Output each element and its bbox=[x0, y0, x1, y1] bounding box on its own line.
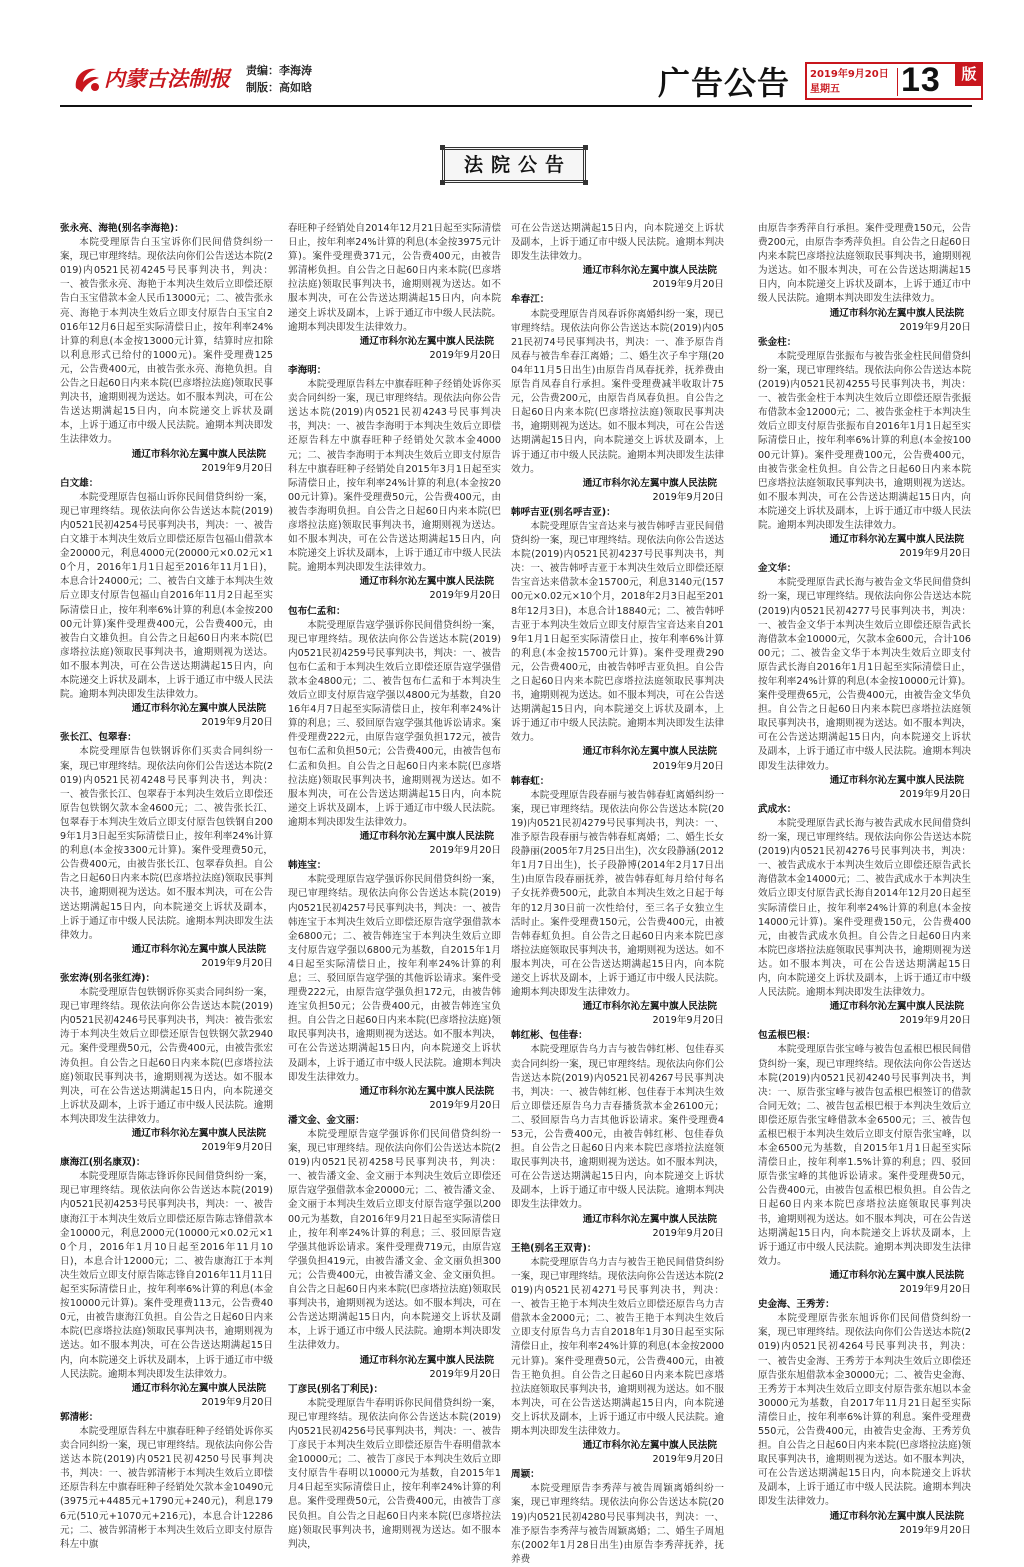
court-notice bbox=[758, 336, 971, 562]
notice-addressee: 王艳(别名王双青)： bbox=[511, 1242, 597, 1254]
notice-body: 本院受理原告陈志锋诉你民间借贷纠纷一案，现已审理终结。现依法向你公告送达本院(2019)内0521民初4253号民事判决书，判决：一、被告康海江于本判决生效后立即偿还原告陈志锋借款本金10000元，利息2000元(10000元×0.02元×10个月，2016年1月10日起至2016年11月10日)，本息合计12000元；二、被告康海江于本判决生效后立即支付原告陈志锋自2016年11月11日起至实际清偿日止，按年利率6%计算的利息(本金按10000元计算)。案件受理费113元，公告费400元，由被告康海江负担。自公告之日起60日内来本院(巴彦塔拉法庭)领取民事判决书，逾期则视为送达。如不服本判决，可在公告送达期满起15日内，向本院递交上诉状及副本，上诉于通辽市中级人民法院。逾期本判决即发生法律效力。 bbox=[60, 1171, 273, 1380]
page-number: 13 bbox=[901, 61, 941, 99]
banner-title: 法院公告 bbox=[463, 154, 572, 176]
notice-date: 2019年9月20日 bbox=[429, 1099, 501, 1111]
court-notice bbox=[60, 972, 273, 1155]
notice-court-signature: 通辽市科尔沁左翼中旗人民法院 bbox=[359, 335, 494, 347]
notice-body: 本院受理原告宝音达来与被告韩呼吉亚民间借贷纠纷一案，现已审理终结。现依法向你公告送达本院(2019)内0521民初4237号民事判决书，判决：一、被告韩呼吉亚于本判决生效后立即偿还原告宝音达来借款本金15700元，利息3140元(15700元×0.02元×10个月，2018年2月3日起至2018年12月3日)，本息合计18840元；二、被告韩呼吉亚于本判决生效后立即支付原告宝音达来自2019年1月1日起至实际清偿日止，按年利率6%计算的利息(本金按15700元计算)。案件受理费290元，公告费400元，由被告韩呼吉亚负担。自公告之日起60日内来本院巴彦塔拉法庭领取民事判决书，逾期则视为送达。如不服本判决，可在公告送达期满起15日内，向本院递交上诉状及副本，上诉于通辽市中级人民法院。逾期本判决即发生法律效力。 bbox=[511, 520, 724, 744]
newspaper-logo bbox=[70, 58, 238, 100]
issue-dates bbox=[810, 67, 896, 97]
logo-wordmark: 内蒙古法制报 bbox=[104, 66, 230, 91]
notice-date: 2019年9月20日 bbox=[899, 788, 971, 800]
issue-date-box bbox=[805, 62, 983, 100]
court-notice bbox=[60, 1156, 273, 1410]
notice-body: 本院受理原告科左中旗春旺种子经销处诉你买卖合同纠纷一案，现已审理终结。现依法向你公告送达本院(2019)内0521民初4250号民事判决书，判决：一、被告郭清彬于本判决生效后立即偿还原告科左中旗春旺种子经销处欠款本金10490元(3975元+4485元+1790元+240元)，利息1796元(510元+1070元+216元)，本息合计12286元；二、被告郭清彬于本判决生效后立即支付原告科左中旗 bbox=[60, 1425, 273, 1550]
court-notice-continued bbox=[288, 222, 501, 363]
notice-addressee: 包孟根巴根： bbox=[758, 1030, 816, 1042]
notice-date: 2019年9月20日 bbox=[201, 1142, 273, 1154]
notice-court-signature: 通辽市科尔沁左翼中旗人民法院 bbox=[359, 576, 494, 588]
notice-court-signature: 通辽市科尔沁左翼中旗人民法院 bbox=[131, 703, 266, 715]
notice-addressee: 康海江(别名康双)： bbox=[60, 1157, 146, 1169]
court-notice bbox=[288, 605, 501, 859]
text-column-1 bbox=[60, 222, 273, 1550]
notice-date: 2019年9月20日 bbox=[429, 349, 501, 361]
notice-addressee: 韩连宝： bbox=[288, 860, 327, 872]
notice-addressee: 周颖： bbox=[511, 1469, 540, 1481]
notice-date: 2019年9月20日 bbox=[429, 1368, 501, 1380]
court-notice bbox=[60, 731, 273, 971]
notice-addressee: 牟春江： bbox=[511, 294, 550, 306]
editor-label: 责编：李海涛 bbox=[246, 64, 312, 77]
notice-date: 2019年9月20日 bbox=[201, 462, 273, 474]
notice-body: 本院受理原告包福山诉你民间借贷纠纷一案，现已审理终结。现依法向你公告送达本院(2019)内0521民初4254号民事判决书，判决：一、被告白文雄于本判决生效后立即偿还原告包福山借款本金20000元，利息4000元(20000元×0.02元×10个月，2016年1月1日起至2016年11月1日)，本息合计24000元；二、被告白文雄于本判决生效后立即支付原告包福山自2016年11月2日起至实际清偿日止，按年利率6%计算的利息(本金按20000元计算)案件受理费400元，公告费400元，由被告白文雄负担。自公告之日起60日内来本院(巴彦塔拉法庭)领取民事判决书，逾期则视为送达。如不服本判决，可在公告送达期满起15日内，向本院递交上诉状及副本，上诉于通辽市中级人民法院。逾期本判决即发生法律效力。 bbox=[60, 491, 273, 701]
notice-court-signature: 通辽市科尔沁左翼中旗人民法院 bbox=[829, 1001, 964, 1013]
notice-date: 2019年9月20日 bbox=[652, 491, 724, 503]
notice-body: 本院受理原告包铁钢诉你们买卖合同纠纷一案，现已审理终结。现依法向你们公告送达本院(2019)内0521民初4248号民事判决书，判决：一、被告张长江、包翠春于本判决生效后立即偿还原告包铁钢欠款本金4600元；二、被告张长江、包翠春于本判决生效后立即支付原告包铁钢自2009年1月3日起至实际清偿日止，按年利率24%计算的利息(本金按3300元计算)。案件受理费50元，公告费400元，由被告张长江、包翠春负担。自公告之日起60日内来本院(巴彦塔拉法庭)领取民事判决书，逾期则视为送达。如不服本判决，可在公告送达期满起15日内，向本院递交上诉状及副本，上诉于通辽市中级人民法院。逾期本判决即发生法律效力。 bbox=[60, 746, 273, 941]
notice-date: 2019年9月20日 bbox=[201, 957, 273, 969]
notice-addressee: 张长江、包翠春： bbox=[60, 732, 137, 744]
issue-weekday: 星期五 bbox=[810, 84, 840, 95]
notice-date: 2019年9月20日 bbox=[899, 1015, 971, 1027]
notice-addressee: 包布仁孟和： bbox=[288, 605, 346, 617]
notice-body: 本院受理原告寇学强诉你们民间借贷纠纷一案，现已审理终结。现依法向你们公告送达本院(2019)内0521民初4258号民事判决书，判决：一、被告潘文金、金文丽于本判决生效后立即偿还原告寇学强借款本金20000元；二、被告潘文金、金文丽于本判决生效后立即支付原告寇学强以20000元为基数，自2016年9月21日起至实际清偿日止，按年利率24%计算的利息；三、驳回原告寇学强其他诉讼请求。案件受理费719元，由原告寇学强负担419元，由被告潘文金、金文丽负担300元；公告费400元，由被告潘文金、金文丽负担。自公告之日起60日内来本院(巴彦塔拉法庭)领取民事判决书，逾期则视为送达。如不服本判决，可在公告送达期满起15日内，向本院递交上诉状及副本，上诉于通辽市中级人民法院。逾期本判决即发生法律效力。 bbox=[288, 1129, 501, 1352]
notice-date: 2019年9月20日 bbox=[652, 760, 724, 772]
notice-court-signature: 通辽市科尔沁左翼中旗人民法院 bbox=[582, 746, 717, 758]
court-notice bbox=[60, 1411, 273, 1552]
notice-addressee: 李海明： bbox=[288, 364, 327, 376]
notice-court-signature: 通辽市科尔沁左翼中旗人民法院 bbox=[359, 831, 494, 843]
court-notice bbox=[288, 1383, 501, 1552]
court-notice-continued bbox=[511, 222, 724, 292]
notice-body: 本院受理原告肖凤春诉你离婚纠纷一案，现已审理终结。现依法向你公告送达本院(2019)内0521民初74号民事判决书，判决：一、准予原告肖凤春与被告牟春江离婚；二、婚生次子牟宇翔(2004年11月5日出生)由原告肖凤春抚养，抚养费由原告肖凤春自行承担。案件受理费减半收取计75元，公告费200元，由原告肖凤春负担。自公告之日起60日内来本院(巴彦塔拉法庭)领取民事判决书，逾期则视为送达。如不服本判决，可在公告送达期满起15日内，向本院递交上诉状及副本，上诉于通辽市中级人民法院。逾期本判决即发生法律效力。 bbox=[511, 308, 724, 475]
court-notice bbox=[60, 477, 273, 731]
notice-body: 本院受理原告武长海与被告金文华民间借贷纠纷一案，现已审理终结。现依法向你公告送达本院(2019)内0521民初4277号民事判决书，判决：一、被告金文华于本判决生效后立即偿还原告武长海借款本金10000元，欠款本金600元，合计10600元；二、被告金文华于本判决生效后立即支付原告武长海自2016年1月1日起至实际清偿日止，按年利率24%计算的利息(本金按10000元计算)。案件受理费65元，公告费400元，由被告金文华负担。自公告之日起60日内来本院巴彦塔拉法庭领取民事判决书，逾期则视为送达。如不服本判决，可在公告送达期满起15日内，向本院递交上诉状及副本，上诉于通辽市中级人民法院。逾期本判决即发生法律效力。 bbox=[758, 577, 971, 772]
notice-body: 可在公告送达期满起15日内，向本院递交上诉状及副本，上诉于通辽市中级人民法院。逾期本判决即发生法律效力。 bbox=[511, 223, 724, 263]
court-notice bbox=[288, 859, 501, 1113]
court-notice bbox=[288, 1114, 501, 1382]
notice-addressee: 郭清彬： bbox=[60, 1411, 99, 1423]
notice-addressee: 韩呼吉亚(别名呼吉亚)： bbox=[511, 506, 616, 518]
section-banner bbox=[442, 147, 586, 183]
notice-addressee: 韩春虹： bbox=[511, 775, 550, 787]
notice-date: 2019年9月20日 bbox=[201, 717, 273, 729]
notice-body: 本院受理原告张东旭诉你们民间借贷纠纷一案，现已审理终结。现依法向你们公告送达本院(2019)内0521民初4264号民事判决书，判决：一、被告史金海、王秀芳于本判决生效后立即偿还原告张东旭借款本金30000元；二、被告史金海、王秀芳于本判决生效后立即支付原告张东旭以本金30000元为基数，自2017年11月21日起至实际清偿日止，按年利率6%计算的利息。案件受理费550元，公告费400元，由被告史金海、王秀芳负担。自公告之日起60日内来本院(巴彦塔拉法庭)领取民事判决书，逾期则视为送达。如不服本判决，可在公告送达期满起15日内，向本院递交上诉状及副本，上诉于通辽市中级人民法院。逾期本判决即发生法律效力。 bbox=[758, 1313, 971, 1508]
notice-date: 2019年9月20日 bbox=[899, 321, 971, 333]
notice-body: 本院受理原告武长海与被告武成水民间借贷纠纷一案，现已审理终结。现依法向你公告送达本院(2019)内0521民初4276号民事判决书，判决：一、被告武成水于本判决生效后立即偿还原告武长海借款本金14000元；二、被告武成水于本判决生效后立即支付原告武长海自2014年12月20日起至实际清偿日止，按年利率24%计算的利息(本金按14000元计算)。案件受理费150元，公告费400元，由被告武成水负担。自公告之日起60日内来本院巴彦塔拉法庭领取民事判决书，逾期则视为送达。如不服本判决，可在公告送达期满起15日内，向本院递交上诉状及副本，上诉于通辽市中级人民法院。逾期本判决即发生法律效力。 bbox=[758, 817, 971, 999]
notice-date: 2019年9月20日 bbox=[899, 1284, 971, 1296]
court-notice bbox=[511, 1029, 724, 1240]
notice-addressee: 潘文金、金文丽： bbox=[288, 1114, 365, 1126]
notice-court-signature: 通辽市科尔沁左翼中旗人民法院 bbox=[829, 1269, 964, 1281]
notice-date: 2019年9月20日 bbox=[652, 279, 724, 291]
notice-addressee: 武成水： bbox=[758, 803, 797, 815]
court-notice bbox=[758, 1298, 971, 1538]
court-notice-continued bbox=[758, 222, 971, 335]
editor-credits bbox=[246, 62, 312, 96]
notice-addressee: 张永亮、海艳(别名李海艳)： bbox=[60, 223, 184, 234]
notice-body: 本院受理原告寇学强诉你民间借贷纠纷一案，现已审理终结。现依法向你公告送达本院(2019)内0521民初4259号民事判决书，判决：一、被告包布仁孟和于本判决生效后立即偿还原告寇学强借款本金4800元；二、被告包布仁孟和于本判决生效后立即支付原告寇学强以4800元为基数，自2016年4月7日起至实际清偿日止，按年利率24%计算的利息；三、驳回原告寇学强其他诉讼请求。案件受理费222元，由原告寇学强负担172元，被告包布仁孟和负担50元；公告费400元，由被告包布仁孟和负担。自公告之日起60日内来本院(巴彦塔拉法庭)领取民事判决书，逾期则视为送达。如不服本判决，可在公告送达期满起15日内，向本院递交上诉状及副本，上诉于通辽市中级人民法院。逾期本判决即发生法律效力。 bbox=[288, 619, 501, 828]
notice-addressee: 白文雄： bbox=[60, 477, 99, 489]
logo-emblem-icon bbox=[70, 62, 104, 96]
court-notice bbox=[511, 506, 724, 774]
page-unit-badge: 版 bbox=[955, 62, 983, 86]
court-notice bbox=[758, 803, 971, 1029]
notice-court-signature: 通辽市科尔沁左翼中旗人民法院 bbox=[131, 448, 266, 460]
notice-body: 本院受理原告白玉宝诉你们民间借贷纠纷一案，现已审理终结。现依法向你们公告送达本院(2019)内0521民初4245号民事判决书，判决：一、被告张永亮、海艳于本判决生效后立即偿还原告白玉宝借款本金人民币13000元；二、被告张永亮、海艳于本判决生效后立即支付原告白玉宝自2016年12月6日起至实际清偿日止，按年利率24%计算的利息(本金按13000元计算，结算时应扣除以利息形式已给付的1000元)。案件受理费125元，公告费400元，由被告张永亮、海艳负担。自公告之日起60日内来本院(巴彦塔拉法庭)领取民事判决书，逾期则视为送达。如不服本判决，可在公告送达期满起15日内，向本院递交上诉状及副本，上诉于通辽市中级人民法院。逾期本判决即发生法律效力。 bbox=[60, 237, 273, 446]
notice-court-signature: 通辽市科尔沁左翼中旗人民法院 bbox=[131, 1128, 266, 1139]
court-notice bbox=[758, 562, 971, 802]
notice-body: 本院受理原告科左中旗春旺种子经销处诉你买卖合同纠纷一案，现已审理终结。现依法向你公告送达本院(2019)内0521民初4243号民事判决书，判决：一、被告李海明于本判决生效后立即偿还原告科左中旗春旺种子经销处欠款本金4000元；二、被告李海明于本判决生效后立即支付原告科左中旗春旺种子经销处自2015年3月1日起至实际清偿日止，按年利率24%计算的利息(本金按2000元计算)。案件受理费50元，公告费400元，由被告李海明负担。自公告之日起60日内来本院(巴彦塔拉法庭)领取民事判决书，逾期则视为送达。如不服本判决，可在公告送达期满起15日内，向本院递交上诉状及副本，上诉于通辽市中级人民法院。逾期本判决即发生法律效力。 bbox=[288, 379, 501, 574]
banner-corner-ornament bbox=[583, 180, 588, 185]
notice-court-signature: 通辽市科尔沁左翼中旗人民法院 bbox=[829, 1510, 964, 1522]
notice-court-signature: 通辽市科尔沁左翼中旗人民法院 bbox=[131, 1382, 266, 1394]
notice-date: 2019年9月20日 bbox=[899, 548, 971, 560]
court-notice bbox=[511, 775, 724, 1029]
notice-addressee: 张宏涛(别名张红涛)： bbox=[60, 972, 156, 984]
notice-date: 2019年9月20日 bbox=[652, 1015, 724, 1027]
banner-corner-ornament bbox=[440, 145, 445, 150]
masthead-rule bbox=[60, 105, 972, 107]
notice-court-signature: 通辽市科尔沁左翼中旗人民法院 bbox=[582, 1213, 717, 1225]
notice-addressee: 史金海、王秀芳： bbox=[758, 1299, 835, 1311]
notice-court-signature: 通辽市科尔沁左翼中旗人民法院 bbox=[582, 1001, 717, 1013]
court-notice bbox=[758, 1029, 971, 1297]
court-notice bbox=[511, 1468, 724, 1567]
court-notice bbox=[511, 1242, 724, 1468]
notice-addressee: 金文华： bbox=[758, 563, 797, 575]
notice-date: 2019年9月20日 bbox=[899, 1524, 971, 1536]
banner-corner-ornament bbox=[583, 145, 588, 150]
text-column-2 bbox=[288, 222, 501, 1550]
text-column-4 bbox=[758, 222, 971, 1536]
notice-addressee: 张金柱： bbox=[758, 336, 797, 348]
notice-date: 2019年9月20日 bbox=[652, 1454, 724, 1466]
notice-body: 本院受理原告牛春明诉你民间借贷纠纷一案，现已审理终结。现依法向你公告送达本院(2019)内0521民初4256号民事判决书，判决：一、被告丁彦民于本判决生效后立即偿还原告牛春明借款本金10000元；二、被告丁彦民于本判决生效后立即支付原告牛春明以10000元为基数，自2015年1月4日起至实际清偿日止，按年利率24%计算的利息。案件受理费50元，公告费400元，由被告丁彦民负担。自公告之日起60日内来本院(巴彦塔拉法庭)领取民事判决书，逾期则视为送达。如不服本判决， bbox=[288, 1397, 501, 1550]
notice-addressee: 韩红彬、包佳春： bbox=[511, 1030, 588, 1042]
notice-body: 本院受理原告寇学强诉你民间借贷纠纷一案，现已审理终结。现依法向你公告送达本院(2019)内0521民初4257号民事判决书，判决：一、被告韩连宝于本判决生效后立即偿还原告寇学强借款本金6800元；二、被告韩连宝于本判决生效后立即支付原告寇学强以6800元为基数，自2015年1月4日起至实际清偿日止，按年利率24%计算的利息；三、驳回原告寇学强的其他诉讼请求。案件受理费222元，由原告寇学强负担172元，由被告韩连宝负担50元；公告费400元，由被告韩连宝负担。自公告之日起60日内来本院(巴彦塔拉法庭)领取民事判决书，逾期则视为送达。如不服本判决，可在公告送达期满起15日内，向本院递交上诉状及副本，上诉于通辽市中级人民法院。逾期本判决即发生法律效力。 bbox=[288, 874, 501, 1083]
notice-court-signature: 通辽市科尔沁左翼中旗人民法院 bbox=[582, 477, 717, 489]
notice-body: 由原告李秀萍自行承担。案件受理费150元，公告费200元，由原告李秀萍负担。自公告之日起60日内来本院巴彦塔拉法庭领取民事判决书，逾期则视为送达。如不服本判决，可在公告送达期满起15日内，向本院递交上诉状及副本，上诉于通辽市中级人民法院。逾期本判决即发生法律效力。 bbox=[758, 223, 971, 305]
notice-court-signature: 通辽市科尔沁左翼中旗人民法院 bbox=[359, 1354, 494, 1366]
notice-court-signature: 通辽市科尔沁左翼中旗人民法院 bbox=[359, 1085, 494, 1097]
notice-date: 2019年9月20日 bbox=[429, 845, 501, 857]
notice-body: 本院受理原告乌力吉与被告王艳民间借贷纠纷一案，现已审理终结。现依法向你公告送达本院(2019)内0521民初4271号民事判决书，判决：一、被告王艳于本判决生效后立即偿还原告乌力吉借款本金2000元；二、被告王艳于本判决生效后立即支付原告乌力吉自2018年1月30日起至实际清偿日止，按年利率24%计算的利息(本金按2000元计算)。案件受理费50元，公告费400元，由被告王艳负担。自公告之日起60日内来本院巴彦塔拉法庭领取民事判决书，逾期则视为送达。如不服本判决，可在公告送达期满起15日内，向本院递交上诉状及副本，上诉于通辽市中级人民法院。逾期本判决即发生法律效力。 bbox=[511, 1256, 724, 1437]
notice-body: 春旺种子经销处自2014年12月21日起至实际清偿日止，按年利率24%计算的利息(本金按3975元计算)。案件受理费371元，公告费400元，由被告郭清彬负担。自公告之日起60日内来本院(巴彦塔拉法庭)领取民事判决书，逾期则视为送达。如不服本判决，可在公告送达期满起15日内，向本院递交上诉状及副本，上诉于通辽市中级人民法院。逾期本判决即发生法律效力。 bbox=[288, 223, 501, 333]
notice-court-signature: 通辽市科尔沁左翼中旗人民法院 bbox=[829, 307, 964, 319]
notice-body: 本院受理原告张振布与被告张金柱民间借贷纠纷一案，现已审理终结。现依法向你公告送达本院(2019)内0521民初4255号民事判决书，判决：一、被告张金柱于本判决生效后立即偿还原告张振布借款本金12000元；二、被告张金柱于本判决生效后立即支付原告张振布自2016年1月1日起至实际清偿日止，按年利率6%计算的利息(本金按10000元计算)。案件受理费100元，公告费400元，由被告张金柱负担。自公告之日起60日内来本院巴彦塔拉法庭领取民事判决书，逾期则视为送达。如不服本判决，可在公告送达期满起15日内，向本院递交上诉状及副本，上诉于通辽市中级人民法院。逾期本判决即发生法律效力。 bbox=[758, 350, 971, 531]
notice-addressee: 丁彦民(别名丁利民)： bbox=[288, 1383, 384, 1395]
notice-body: 本院受理原告张宝峰与被告包孟根巴根民间借贷纠纷一案，现已审理终结。现依法向你公告送达本院(2019)内0521民初4240号民事判决书，判决：一、原告张宝峰与被告包孟根巴根签订的借款合同无效；二、被告包孟根巴根于本判决生效后立即偿还原告张宝峰借款本金6500元；三、被告包孟根巴根于本判决生效后立即支付原告张宝峰，以本金6500元为基数，自2015年1月1日起至实际清偿日止，按年利率1.5%计算的利息；四、驳回原告张宝峰的其他诉讼请求。案件受理费50元，公告费400元，由被告包孟根巴根负担。自公告之日起60日内来本院巴彦塔拉法庭领取民事判决书，逾期则视为送达。如不服本判决，可在公告送达期满起15日内，向本院递交上诉状及副本，上诉于通辽市中级人民法院。逾期本判决即发生法律效力。 bbox=[758, 1044, 971, 1267]
layout-editor-label: 制版：高如晗 bbox=[246, 81, 312, 94]
notice-date: 2019年9月20日 bbox=[429, 590, 501, 602]
notice-body: 本院受理原告段春丽与被告韩春虹离婚纠纷一案，现已审理终结。现依法向你公告送达本院(2019)内0521民初4279号民事判决书，判决：一、准予原告段春丽与被告韩春虹离婚；二、婚生长女段静丽(2005年7月25日出生)，次女段静涵(2012年1月7日出生)，长子段静博(2014年2月17日出生)由原告段春丽抚养，被告韩春虹每月给付每名子女抚养费500元，此款自本判决生效之日起于每年的12月30日前一次性给付，至三名子女独立生活时止。案件受理费150元，公告费400元，由被告韩春虹负担。自公告之日起60日内来本院巴彦塔拉法庭领取民事判决书，逾期则视为送达。如不服本判决，可在公告送达期满起15日内，向本院递交上诉状及副本，上诉于通辽市中级人民法院。逾期本判决即发生法律效力。 bbox=[511, 789, 724, 999]
notice-body: 本院受理原告李秀萍与被告周颖离婚纠纷一案，现已审理终结。现依法向你公告送达本院(2019)内0521民初4280号民事判决书，判决：一、准予原告李秀萍与被告周颖离婚；二、婚生子周旭东(2002年1月28日出生)由原告李秀萍抚养，抚养费 bbox=[511, 1483, 724, 1565]
notice-body: 本院受理原告包铁钢诉你买卖合同纠纷一案，现已审理终结。现依法向你公告送达本院(2019)内0521民初4246号民事判决书，判决：被告张宏涛于本判决生效后立即偿还原告包铁钢欠款2940元。案件受理费50元，公告费400元，由被告张宏涛负担。自公告之日起60日内来本院(巴彦塔拉法庭)领取民事判决书，逾期则视为送达。如不服本判决，可在公告送达期满起15日内，向本院递交上诉状及副本，上诉于通辽市中级人民法院。逾期本判决即发生法律效力。 bbox=[60, 987, 273, 1125]
section-title: 广告公告 bbox=[658, 64, 791, 102]
court-notice bbox=[511, 293, 724, 504]
court-notice bbox=[288, 364, 501, 604]
banner-corner-ornament bbox=[440, 180, 445, 185]
text-column-3 bbox=[511, 222, 724, 1565]
notice-body: 本院受理原告乌力吉与被告韩红彬、包佳春买卖合同纠纷一案，现已审理终结。现依法向你们公告送达本院(2019)内0521民初4267号民事判决书，判决：一、被告韩红彬、包佳春于本判决生效后立即偿还原告乌力吉春播货款本金26100元；二、驳回原告乌力吉其他诉讼请求。案件受理费453元，公告费400元，由被告韩红彬、包佳春负担。自公告之日起60日内来本院巴彦塔拉法庭领取民事判决书，逾期则视为送达。如不服本判决，可在公告送达期满起15日内，向本院递交上诉状及副本，上诉于通辽市中级人民法院。逾期本判决即发生法律效力。 bbox=[511, 1044, 724, 1211]
court-notice bbox=[60, 222, 273, 476]
date-divider bbox=[897, 68, 898, 96]
notice-court-signature: 通辽市科尔沁左翼中旗人民法院 bbox=[582, 265, 717, 277]
notice-court-signature: 通辽市科尔沁左翼中旗人民法院 bbox=[582, 1440, 717, 1452]
notice-court-signature: 通辽市科尔沁左翼中旗人民法院 bbox=[829, 534, 964, 546]
notice-date: 2019年9月20日 bbox=[201, 1396, 273, 1408]
notice-court-signature: 通辽市科尔沁左翼中旗人民法院 bbox=[131, 943, 266, 955]
issue-date: 2019年9月20日 bbox=[810, 69, 889, 80]
notice-date: 2019年9月20日 bbox=[652, 1227, 724, 1239]
notice-court-signature: 通辽市科尔沁左翼中旗人民法院 bbox=[829, 774, 964, 786]
